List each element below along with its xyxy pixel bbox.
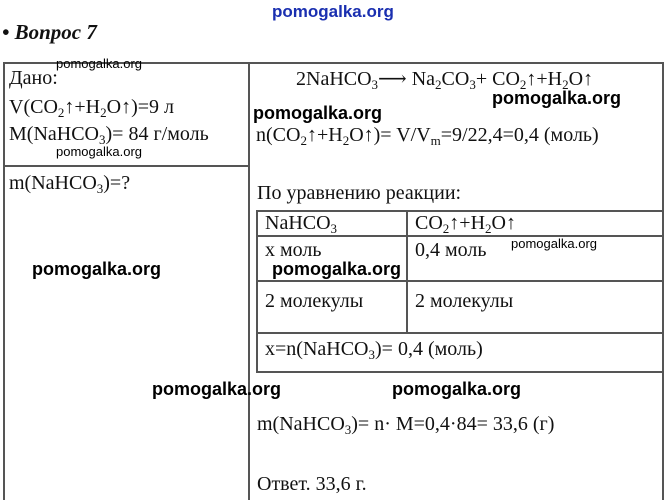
inner-cell-2-molecules-right: 2 молекулы <box>415 290 514 312</box>
table-right-border <box>662 62 664 500</box>
watermark-small-3: pomogalka.org <box>511 236 597 251</box>
inner-table-row1-line <box>256 280 662 282</box>
mass-calculation: m(NaHCO$_3$)= n· M=0,4·84= 33,6 (г) <box>257 413 555 437</box>
given-divider <box>3 165 249 167</box>
inner-table-column-divider <box>406 210 408 333</box>
inner-header-gas: $CO_2↑+H_2O↑$ <box>415 212 516 236</box>
inner-cell-2-molecules-left: 2 молекулы <box>265 290 364 312</box>
site-watermark-top: pomogalka.org <box>272 2 394 21</box>
watermark-small-1: pomogalka.org <box>56 56 142 71</box>
watermark-large-3: pomogalka.org <box>32 259 162 279</box>
watermark-small-2: pomogalka.org <box>56 144 142 159</box>
watermark-large-6: pomogalka.org <box>392 379 522 399</box>
watermark-large-4: pomogalka.org <box>272 259 402 279</box>
find-mass: m(NaHCO$_3$)=? <box>9 172 131 196</box>
inner-table-row2-line <box>256 332 662 334</box>
inner-table-header-line <box>256 235 662 237</box>
watermark-large-2: pomogalka.org <box>492 88 622 108</box>
given-molar-mass: M(NaHCO$_3$)= 84 г/моль <box>9 123 209 147</box>
by-equation-label: По уравнению реакции: <box>257 182 462 204</box>
given-volume: $V(CO_2↑+H_2O↑)=9$ л <box>9 96 174 120</box>
watermark-large-1: pomogalka.org <box>253 103 383 123</box>
inner-table-bottom <box>256 371 662 373</box>
table-divider <box>248 62 250 500</box>
inner-cell-x-mol: x моль <box>265 239 322 261</box>
moles-calculation: $n(CO_2↑+H_2O↑)= V/V_m=9/22,4=0,4$ (моль) <box>256 124 599 148</box>
watermark-large-5: pomogalka.org <box>152 379 282 399</box>
answer-text: Ответ. 33,6 г. <box>257 473 367 495</box>
given-title: Дано: <box>9 67 58 89</box>
question-title: • Вопрос 7 <box>2 20 97 44</box>
reaction-equation: 2NaHCO$_3$⟶ $Na_2CO_3+$ $CO_2↑+H_2O↑$ <box>296 68 594 92</box>
inner-header-nahco3: NaHCO$_3$ <box>265 212 338 236</box>
inner-row-x-result: x=n(NaHCO$_3$)= 0,4 (моль) <box>265 338 483 362</box>
inner-cell-0-4-mol: 0,4 моль <box>415 239 487 261</box>
table-left-border <box>3 62 5 500</box>
